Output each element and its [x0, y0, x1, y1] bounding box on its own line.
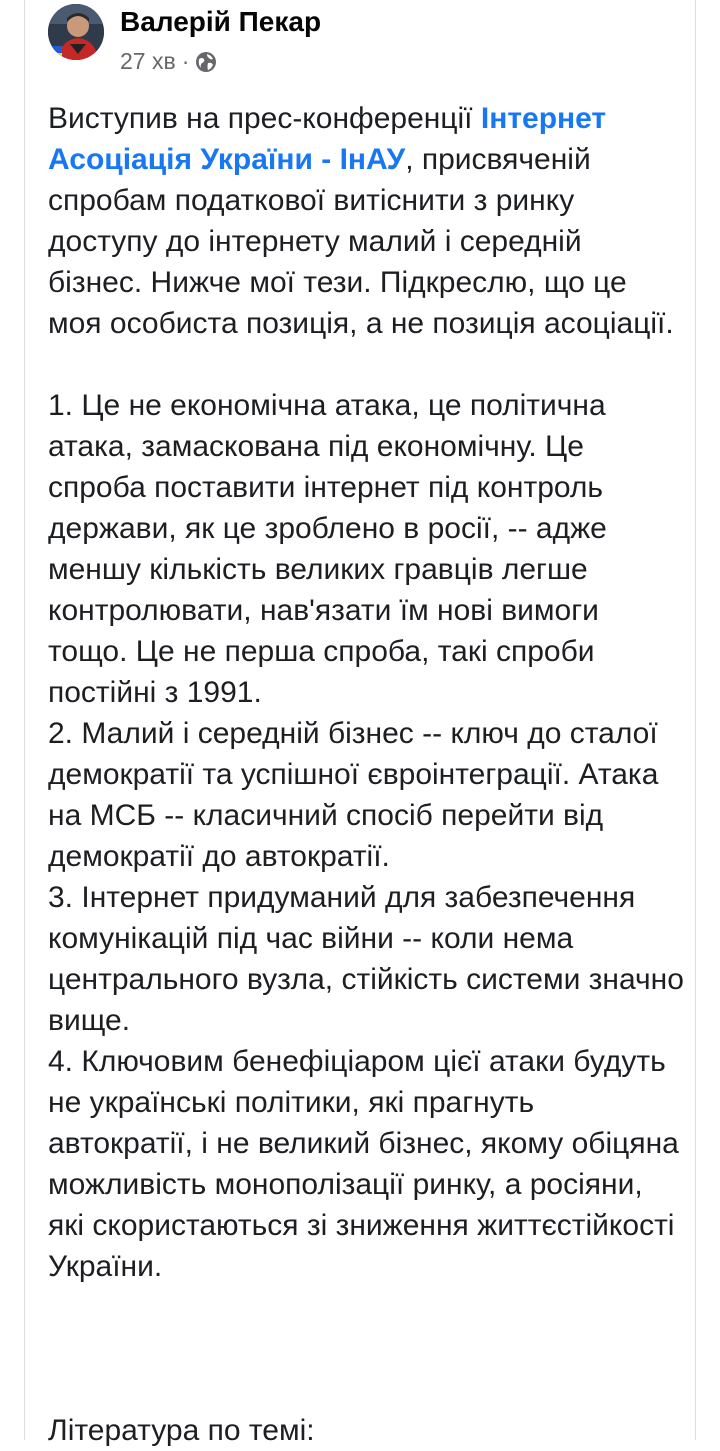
- thesis-4: 4. Ключовим бенефіціаром цієї атаки будуть не українські політики, які прагнуть автократії, і не великий бізнес, якому обіцяна можливість монополізації ринку, а росіяни, які скористаються зі зниження життєстійкості України.: [48, 1045, 679, 1283]
- mention-link[interactable]: Інтернет Асоціація України - ІнАУ: [48, 102, 607, 176]
- post-intro: [48, 98, 684, 344]
- post-time[interactable]: 27 хв: [120, 48, 176, 74]
- thesis-3: 3. Інтернет придуманий для забезпечення комунікацій під час війни -- коли нема центрального вузла, стійкість системи значно вище.: [48, 881, 684, 1037]
- globe-icon[interactable]: [195, 51, 217, 73]
- intro-text-after: , присвяченій спробам податкової витіснити з ринку доступу до інтернету малий і середній бізнес. Нижче мої тези. Підкреслю, що це моя особиста позиція, а не позиція асоціації.: [48, 143, 674, 340]
- author-name[interactable]: Валерій Пекар: [120, 6, 322, 37]
- post-meta: [120, 48, 217, 75]
- intro-text-before: Виступив на прес-конференції: [48, 102, 481, 135]
- avatar[interactable]: [48, 4, 104, 60]
- literature-heading: Література по темі:: [48, 1414, 315, 1447]
- post-header: [48, 0, 688, 84]
- post-body: [48, 98, 684, 1287]
- paragraph-gap: [48, 344, 684, 385]
- meta-separator: ·: [181, 48, 190, 74]
- thesis-1: 1. Це не економічна атака, це політична атака, замаскована під економічну. Це спроба поставити інтернет під контроль держави, як це зроблено в росії, -- адже меншу кількість великих гравців легше контролювати, нав'язати їм нові вимоги тощо. Це не перша спроба, такі спроби постійні з 1991.: [48, 389, 607, 709]
- thesis-2: 2. Малий і середній бізнес -- ключ до сталої демократії та успішної євроінтеграції. Атака на МСБ -- класичний спосіб перейти від демократії до автократії.: [48, 717, 659, 873]
